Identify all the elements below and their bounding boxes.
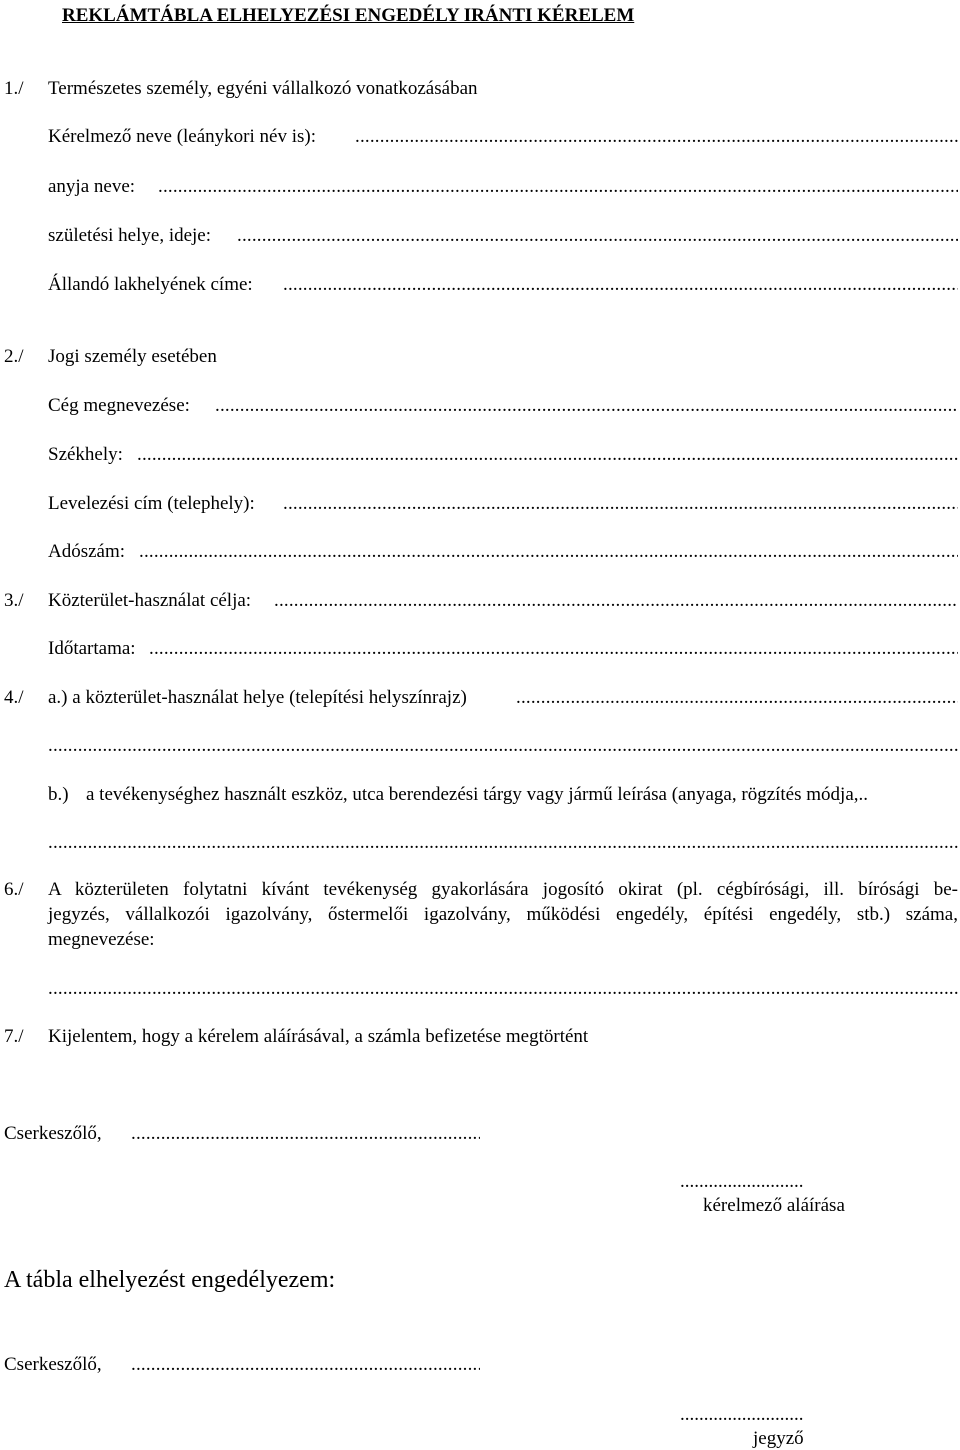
birth-place-date-field[interactable] [237,226,958,245]
usage-purpose-field[interactable] [274,591,958,610]
permit-document-field[interactable] [48,979,958,998]
applicant-name-field[interactable] [355,127,958,146]
applicant-name-label: Kérelmező neve (leánykori név is): [48,126,316,147]
place-date-label-1: Cserkeszőlő, [4,1123,102,1144]
duration-field[interactable] [149,639,958,658]
mailing-address-field[interactable] [283,494,958,513]
usage-purpose-label: Közterület-használat célja: [48,590,252,611]
usage-location-field-continued[interactable] [48,736,958,755]
section-1-number: 1./ [4,78,24,99]
section-3-number: 3./ [4,590,24,611]
section-1-heading: Természetes személy, egyéni vállalkozó vonatkozásában [48,78,478,99]
seat-field[interactable] [137,445,958,464]
birth-place-date-label: születési helye, ideje: [48,225,212,246]
seat-label: Székhely: [48,444,123,465]
date-field-2[interactable] [131,1355,480,1374]
section-6-number: 6./ [4,879,24,900]
equipment-description-field[interactable] [48,833,958,852]
duration-label: Időtartama: [48,638,136,659]
equipment-label-letter: b.) [48,784,69,805]
permanent-address-field[interactable] [283,275,958,294]
approval-heading: A tábla elhelyezést engedélyezem: [4,1267,336,1293]
section-2-heading: Jogi személy esetében [48,346,217,367]
mother-name-label: anyja neve: [48,176,136,197]
permit-document-text-line-3: megnevezése: [48,929,155,950]
applicant-signature-label: kérelmező aláírása [703,1195,845,1216]
date-field-1[interactable] [131,1124,480,1143]
place-date-label-2: Cserkeszőlő, [4,1354,102,1375]
company-name-field[interactable] [215,396,958,415]
applicant-signature-line[interactable]: .......................... [680,1171,804,1192]
tax-number-label: Adószám: [48,541,126,562]
mother-name-field[interactable] [158,177,958,196]
equipment-description-label: a tevékenységhez használt eszköz, utca berendezési tárgy vagy jármű leírása (anyaga, rögzítés módja,.. [86,784,868,805]
usage-location-field[interactable] [516,688,958,707]
section-2-number: 2./ [4,346,24,367]
company-name-label: Cég megnevezése: [48,395,190,416]
section-4-number: 4./ [4,687,24,708]
notary-signature-line[interactable]: .......................... [680,1404,804,1425]
permit-document-text-line-2: jegyzés, vállalkozói igazolvány, őstermelői igazolvány, működési engedély, építési engedély, stb.) száma, [48,904,958,925]
declaration-text: Kijelentem, hogy a kérelem aláírásával, a számla befizetése megtörtént [48,1026,589,1047]
usage-location-label: a.) a közterület-használat helye (telepítési helyszínrajz) [48,687,467,708]
permit-document-text-line-1: A közterületen folytatni kívánt tevékenység gyakorlására jogosító okirat (pl. cégbírósági, ill. bírósági be- [48,879,958,900]
mailing-address-label: Levelezési cím (telephely): [48,493,255,514]
tax-number-field[interactable] [139,542,958,561]
section-7-number: 7./ [4,1026,24,1047]
document-title: REKLÁMTÁBLA ELHELYEZÉSI ENGEDÉLY IRÁNTI KÉRELEM [62,5,635,26]
permanent-address-label: Állandó lakhelyének címe: [48,274,253,295]
notary-signature-label: jegyző [753,1428,804,1449]
